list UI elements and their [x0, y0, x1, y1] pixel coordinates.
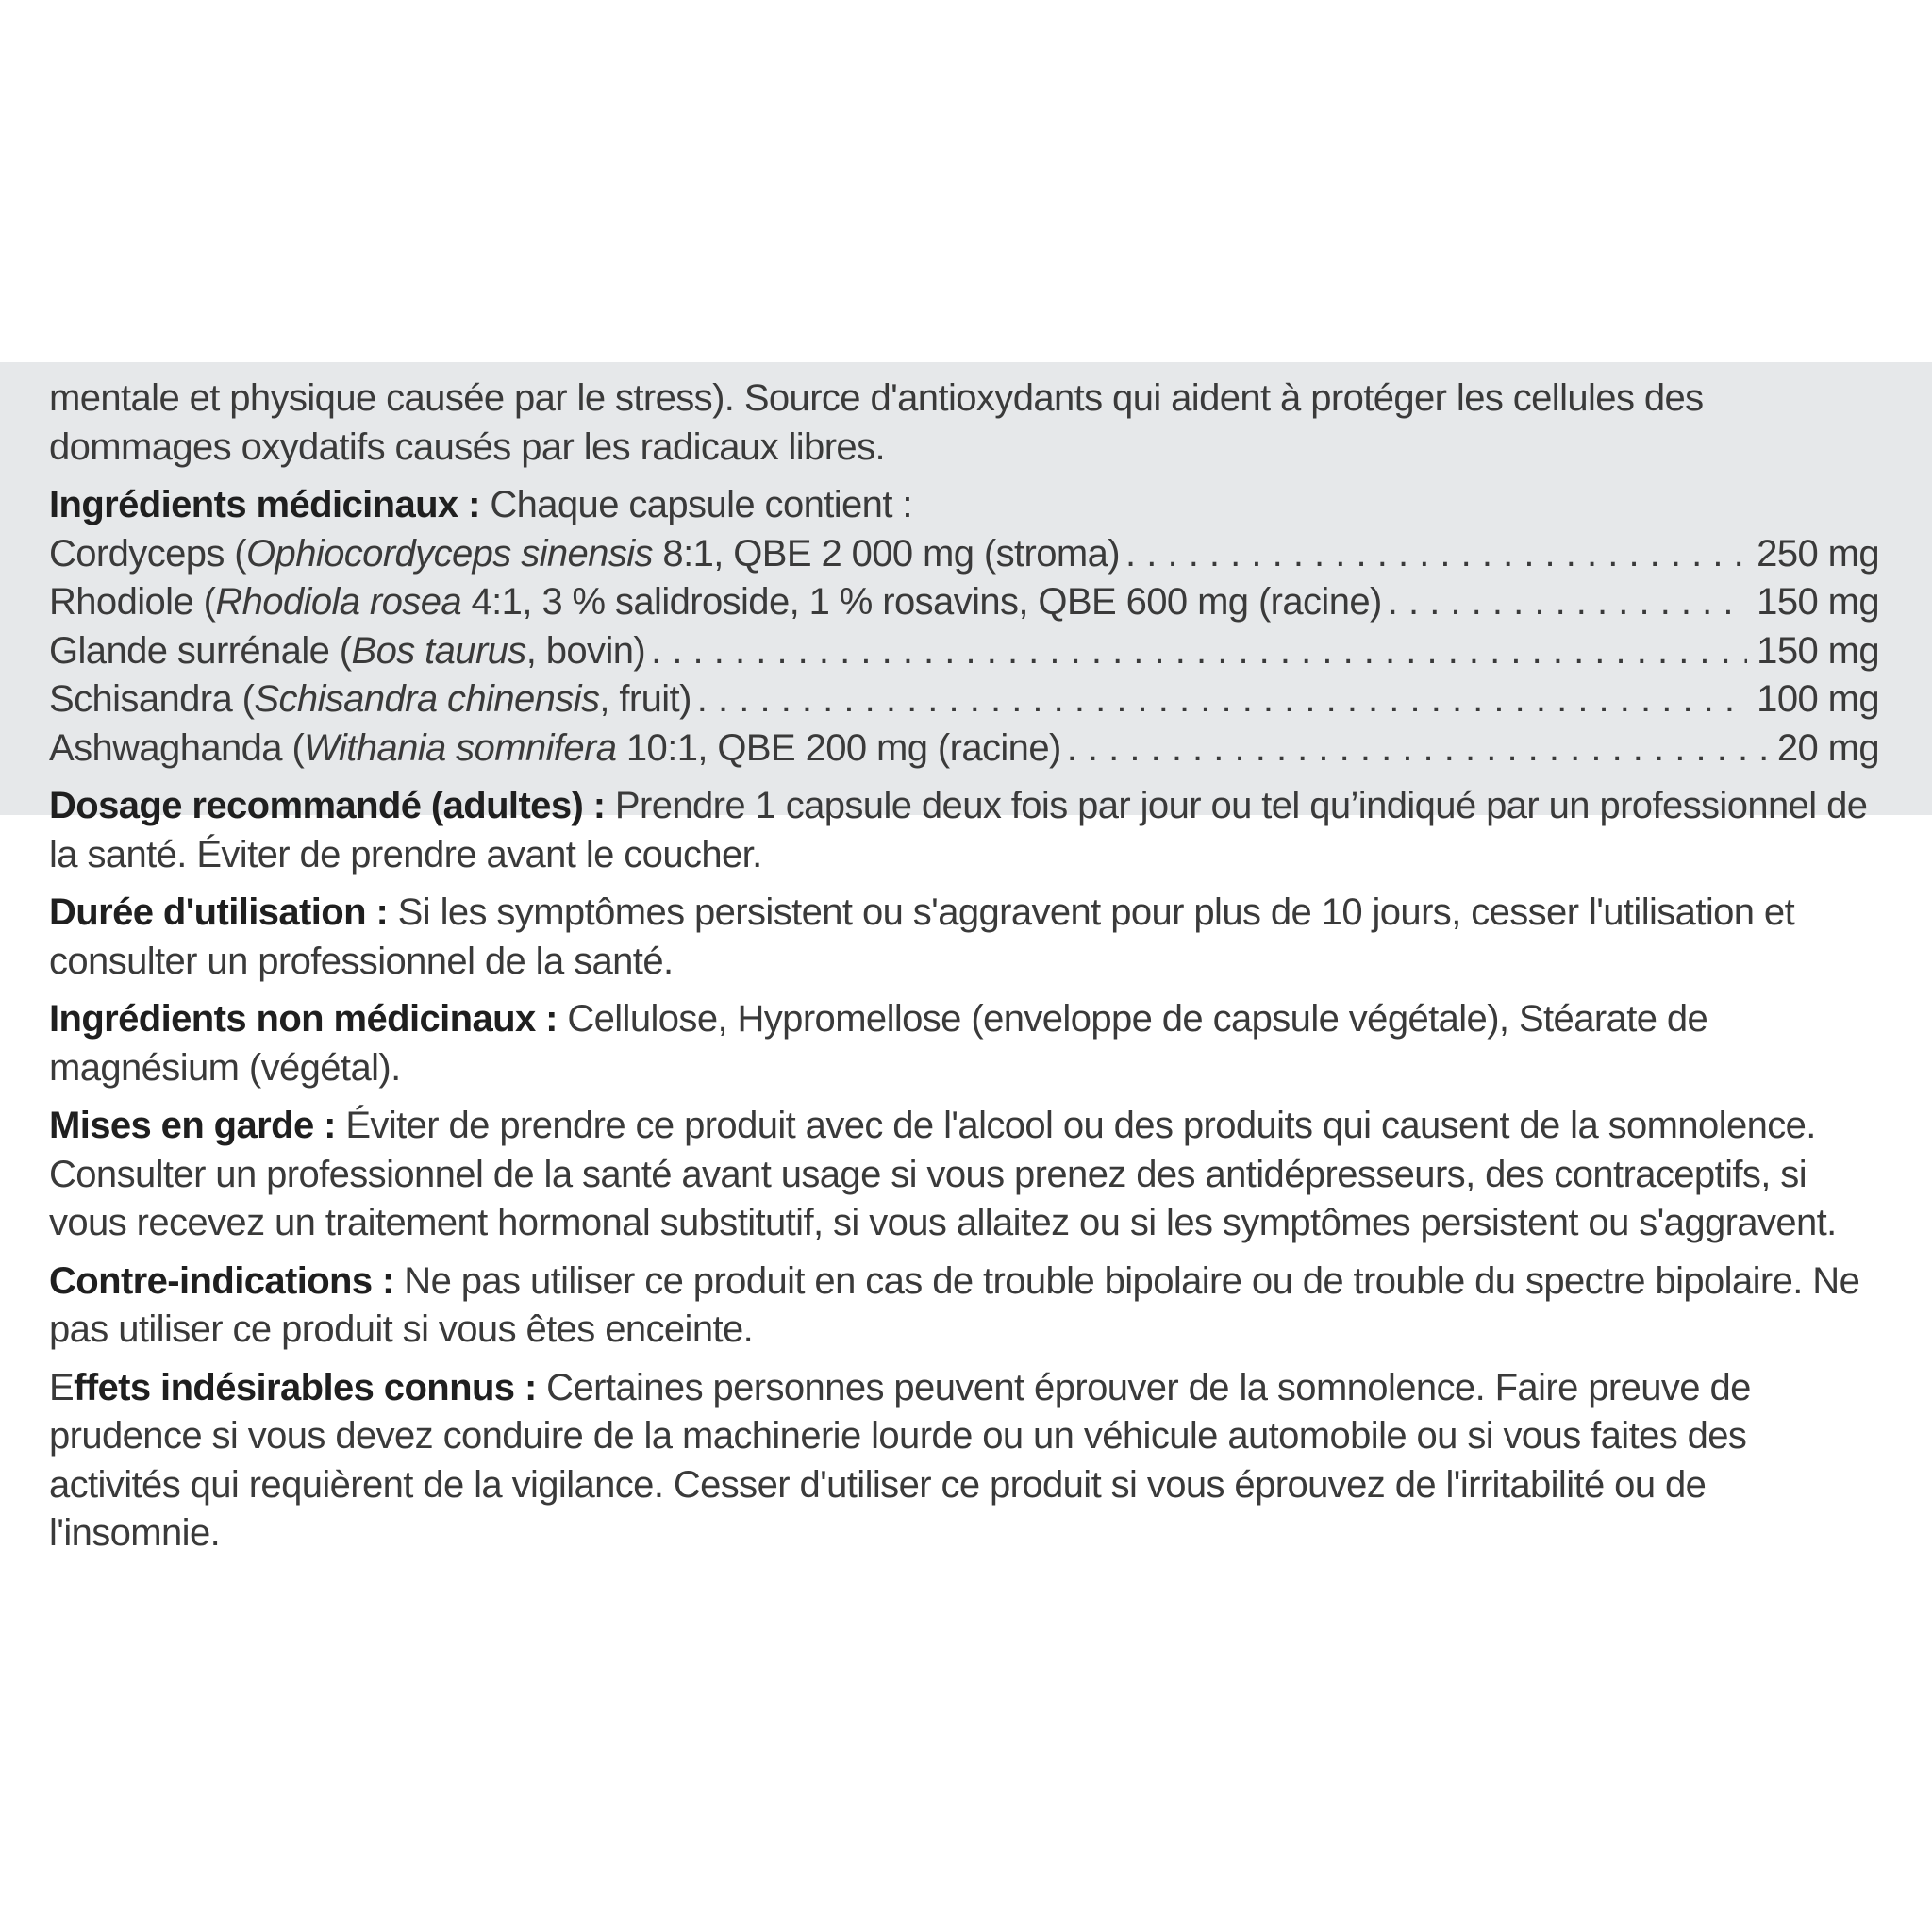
- ingredient-name: Schisandra (Schisandra chinensis, fruit): [49, 678, 691, 720]
- side-effects-text: Certaines personnes peuvent éprouver de la somnolence. Faire preuve de prudence si vous devez conduire de la machinerie lourde ou un véhicule automobile ou si vous faites des activités qui requièrent de la vigilance. Cesser d'utiliser ce produit si vous éprouvez de l'irritabilité ou de l'insomnie.: [49, 1366, 1751, 1554]
- dosage-text: Prendre 1 capsule deux fois par jour ou tel qu’indiqué par un professionnel de la santé. Éviter de prendre avant le coucher.: [49, 785, 1868, 875]
- medicinal-text: Chaque capsule contient :: [479, 484, 912, 525]
- warnings-text: Éviter de prendre ce produit avec de l'alcool ou des produits qui causent de la somnolence. Consulter un professionnel de la santé avant usage si vous prenez des antidépresseurs, des contraceptifs, si vous recevez un traitement hormonal substitutif, si vous allaitez ou si les symptômes persistent ou s'aggravent.: [49, 1105, 1837, 1243]
- intro-line-2: dommages oxydatifs causés par les radicaux libres.: [49, 425, 885, 468]
- non-medicinal-paragraph: [49, 995, 1879, 1092]
- medicinal-label: Ingrédients médicinaux :: [49, 484, 480, 525]
- dot-leader: [1067, 724, 1768, 774]
- intro-paragraph: [49, 375, 1879, 472]
- ingredient-latin-name: Ophiocordyceps sinensis: [246, 532, 653, 575]
- label-text-block: [49, 375, 1879, 1558]
- medicinal-heading: [49, 481, 1879, 530]
- ingredient-row: [49, 675, 1879, 724]
- non-medicinal-label: Ingrédients non médicinaux :: [49, 998, 558, 1040]
- medicinal-ingredient-list: [49, 530, 1879, 774]
- side-effects-paragraph: [49, 1364, 1879, 1558]
- non-medicinal-text: Cellulose, Hypromellose (enveloppe de capsule végétale), Stéarate de magnésium (végétal).: [49, 998, 1708, 1089]
- ingredient-amount: 100 mg: [1757, 678, 1879, 720]
- dot-leader: [651, 627, 1747, 676]
- duration-label: Durée d'utilisation :: [49, 891, 389, 933]
- ingredient-name: Ashwaghanda (Withania somnifera 10:1, QBE 200 mg (racine): [49, 726, 1061, 769]
- ingredient-amount: 150 mg: [1757, 581, 1879, 623]
- warnings-paragraph: [49, 1102, 1879, 1248]
- duration-text: Si les symptômes persistent ou s'aggravent pour plus de 10 jours, cesser l'utilisation et consulter un professionnel de la santé.: [49, 891, 1795, 982]
- dot-leader: [1125, 530, 1747, 579]
- side-effects-label-initial: E: [49, 1366, 75, 1408]
- ingredient-latin-name: Withania somnifera: [304, 726, 617, 769]
- ingredient-amount: 150 mg: [1757, 629, 1879, 672]
- ingredient-amount: 20 mg: [1776, 726, 1879, 769]
- ingredient-row: [49, 530, 1879, 579]
- ingredient-latin-name: Bos taurus: [351, 629, 526, 672]
- intro-line-1: mentale et physique causée par le stress). Source d'antioxydants qui aident à protéger les cellules des: [49, 377, 1704, 419]
- ingredient-row: [49, 627, 1879, 676]
- ingredient-row: [49, 578, 1879, 627]
- contraindications-paragraph: [49, 1257, 1879, 1355]
- ingredient-row: [49, 724, 1879, 774]
- ingredient-latin-name: Schisandra chinensis: [254, 678, 600, 720]
- ingredient-name: Cordyceps (Ophiocordyceps sinensis 8:1, QBE 2 000 mg (stroma): [49, 532, 1121, 575]
- dosage-paragraph: [49, 782, 1879, 879]
- dot-leader: [1388, 578, 1747, 627]
- ingredient-name: Rhodiole (Rhodiola rosea 4:1, 3 % salidroside, 1 % rosavins, QBE 600 mg (racine): [49, 581, 1382, 623]
- dosage-label: Dosage recommandé (adultes) :: [49, 785, 606, 826]
- contraindications-text: Ne pas utiliser ce produit en cas de trouble bipolaire ou de trouble du spectre bipolaire. Ne pas utiliser ce produit si vous êtes enceinte.: [49, 1259, 1860, 1350]
- side-effects-label: ffets indésirables connus :: [74, 1366, 537, 1408]
- ingredient-name: Glande surrénale (Bos taurus, bovin): [49, 629, 646, 672]
- ingredient-latin-name: Rhodiola rosea: [215, 581, 461, 623]
- duration-paragraph: [49, 889, 1879, 986]
- contraindications-label: Contre-indications :: [49, 1259, 394, 1302]
- dot-leader: [697, 675, 1747, 724]
- ingredient-amount: 250 mg: [1757, 532, 1879, 575]
- warnings-label: Mises en garde :: [49, 1105, 336, 1146]
